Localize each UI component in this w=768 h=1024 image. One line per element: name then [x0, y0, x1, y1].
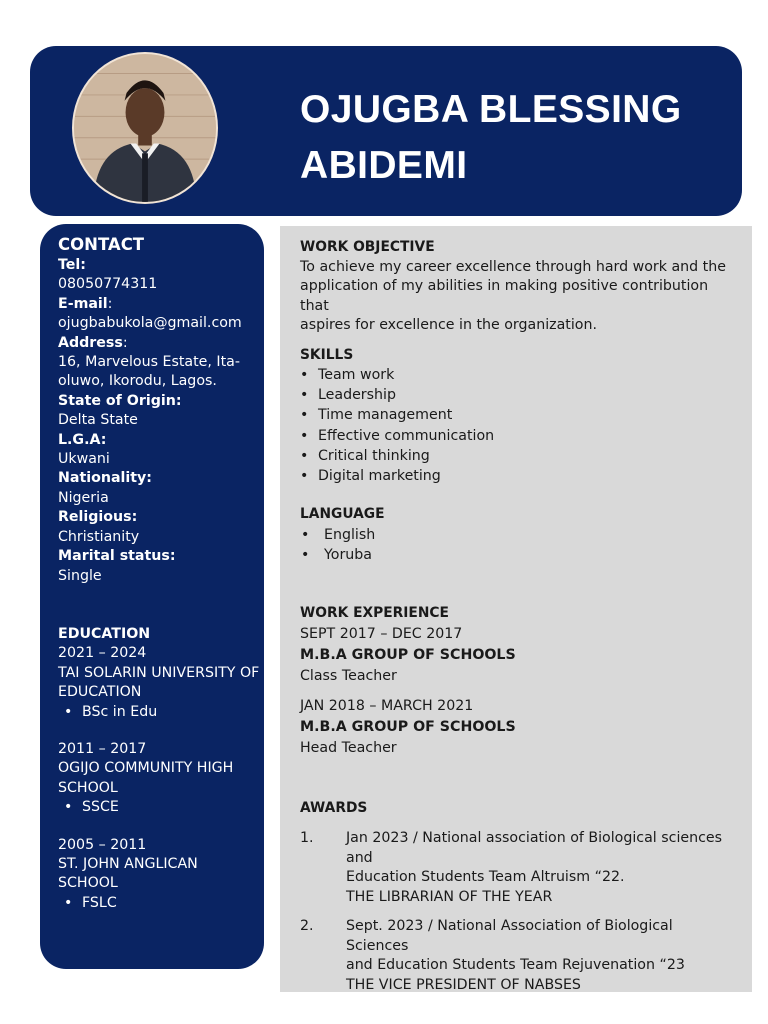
- email-colon: :: [107, 295, 113, 312]
- marital-label: Marital status:: [58, 548, 176, 565]
- education-award: [58, 894, 264, 913]
- list-item: [300, 829, 732, 907]
- skill-text: Team work: [318, 367, 395, 383]
- bullet-icon: •: [300, 468, 309, 485]
- education-years: 2005 – 2011: [58, 836, 147, 853]
- list-item: [300, 466, 732, 486]
- awards-list: [300, 829, 732, 995]
- education-school-line-2: SCHOOL: [58, 779, 118, 796]
- education-years: 2011 – 2017: [58, 740, 147, 757]
- language-text: Yoruba: [324, 546, 372, 563]
- bullet-icon: •: [300, 427, 309, 444]
- contact-heading: CONTACT: [58, 235, 145, 254]
- education-award-text: SSCE: [82, 799, 119, 816]
- religious-value: Christianity: [58, 528, 140, 545]
- address-line-2: oluwo, Ikorodu, Lagos.: [58, 373, 217, 390]
- award-title: THE VICE PRESIDENT OF NABSES: [346, 976, 581, 993]
- job-role: Class Teacher: [300, 667, 397, 684]
- main-content: [280, 226, 752, 992]
- education-school-line-2: EDUCATION: [58, 684, 142, 701]
- bullet-icon: •: [64, 894, 73, 911]
- name-line-1: OJUGBA BLESSING: [300, 88, 682, 131]
- education-award: [58, 703, 264, 722]
- list-item: [300, 426, 732, 446]
- contact-sidebar: [40, 224, 264, 969]
- bullet-icon: •: [300, 387, 309, 404]
- list-item: [300, 917, 732, 995]
- objective-line-1: To achieve my career excellence through hard work and the: [300, 258, 726, 275]
- list-item: [300, 405, 732, 425]
- bullet-icon: •: [300, 407, 309, 424]
- objective-line-2: application of my abilities in making positive contribution that: [300, 278, 709, 314]
- education-school-line-1: OGIJO COMMUNITY HIGH: [58, 760, 234, 777]
- education-years: 2021 – 2024: [58, 645, 147, 662]
- list-item: [300, 525, 732, 545]
- education-award-text: FSLC: [82, 894, 117, 911]
- education-entry: [58, 644, 264, 722]
- marital-value: Single: [58, 567, 102, 584]
- bullet-icon: •: [301, 526, 310, 543]
- award-line-1: Sept. 2023 / National Association of Biological Sciences: [346, 918, 673, 954]
- award-line-2: and Education Students Team Rejuvenation “23: [346, 957, 685, 974]
- list-item: [300, 365, 732, 385]
- list-item: [300, 446, 732, 466]
- email-label: E-mail: [58, 295, 108, 312]
- education-school-line-1: TAI SOLARIN UNIVERSITY OF: [58, 664, 260, 681]
- award-line-1: Jan 2023 / National association of Biological sciences and: [346, 830, 723, 866]
- lga-value: Ukwani: [58, 451, 110, 468]
- awards-heading: AWARDS: [300, 799, 368, 816]
- bullet-icon: •: [64, 703, 73, 720]
- job-org: M.B.A GROUP OF SCHOOLS: [300, 718, 516, 735]
- skill-text: Critical thinking: [318, 447, 430, 464]
- education-school-line-1: ST. JOHN ANGLICAN: [58, 855, 198, 872]
- award-title: THE LIBRARIAN OF THE YEAR: [346, 888, 553, 905]
- address-colon: :: [122, 334, 128, 351]
- religious-label: Religious:: [58, 509, 138, 526]
- skill-text: Digital marketing: [318, 468, 441, 485]
- lga-label: L.G.A:: [58, 431, 107, 448]
- bullet-icon: •: [64, 799, 73, 816]
- job-period: JAN 2018 – MARCH 2021: [300, 697, 474, 714]
- skill-text: Time management: [318, 407, 453, 424]
- address-label: Address: [58, 334, 123, 351]
- objective-heading: WORK OBJECTIVE: [300, 239, 435, 255]
- skills-heading: SKILLS: [300, 346, 354, 363]
- language-text: English: [324, 526, 376, 543]
- name-line-2: ABIDEMI: [300, 144, 468, 187]
- job-org: M.B.A GROUP OF SCHOOLS: [300, 646, 516, 663]
- nationality-label: Nationality:: [58, 470, 152, 487]
- portrait-image: [74, 54, 216, 202]
- skills-list: [300, 365, 732, 486]
- tel-value: 08050774311: [58, 276, 158, 293]
- list-item: [300, 385, 732, 405]
- education-heading: EDUCATION: [58, 625, 151, 642]
- education-school-line-2: SCHOOL: [58, 875, 118, 892]
- origin-label: State of Origin:: [58, 392, 182, 409]
- job-period: SEPT 2017 – DEC 2017: [300, 625, 463, 642]
- tel-label: Tel:: [58, 257, 86, 273]
- nationality-value: Nigeria: [58, 489, 109, 506]
- bullet-icon: •: [300, 447, 309, 464]
- award-number: 1.: [300, 830, 314, 847]
- education-award-text: BSc in Edu: [82, 703, 158, 720]
- education-award: [58, 798, 264, 817]
- job-entry: [300, 696, 732, 759]
- education-entry: [58, 740, 264, 818]
- education-entry: [58, 836, 264, 914]
- email-value: ojugbabukola@gmail.com: [58, 315, 242, 332]
- bullet-icon: •: [300, 367, 309, 383]
- skill-text: Leadership: [318, 387, 396, 404]
- list-item: [300, 545, 732, 565]
- job-entry: [300, 624, 732, 687]
- language-heading: LANGUAGE: [300, 506, 385, 523]
- skill-text: Effective communication: [318, 427, 495, 444]
- candidate-name: [300, 82, 720, 194]
- origin-value: Delta State: [58, 412, 138, 429]
- experience-heading: WORK EXPERIENCE: [300, 605, 449, 622]
- job-role: Head Teacher: [300, 739, 397, 756]
- award-number: 2.: [300, 918, 314, 935]
- language-list: [300, 525, 732, 565]
- award-line-2: Education Students Team Altruism “22.: [346, 869, 625, 886]
- objective-line-3: aspires for excellence in the organization.: [300, 317, 597, 333]
- profile-photo: [72, 52, 218, 204]
- bullet-icon: •: [301, 546, 310, 563]
- address-line-1: 16, Marvelous Estate, Ita-: [58, 354, 240, 371]
